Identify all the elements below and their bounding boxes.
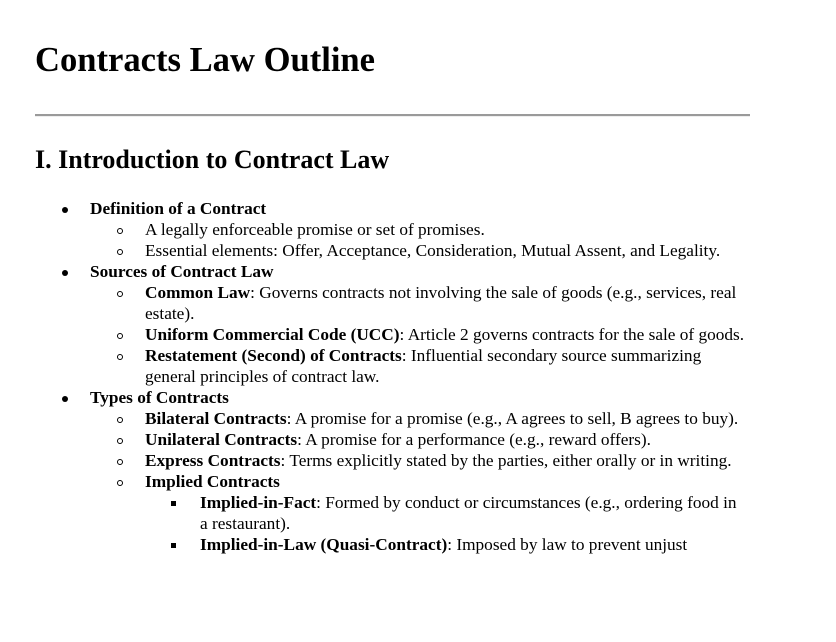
item-content [145,324,745,345]
list-item [90,429,751,450]
topic-label: Sources of Contract Law [90,262,274,281]
item-term: Implied-in-Law (Quasi-Contract) [200,535,448,554]
subitem-list [145,492,751,555]
list-item [145,492,751,534]
topic-item [35,198,751,261]
item-term: Bilateral Contracts [145,409,287,428]
item-content [145,429,745,450]
horizontal-divider [35,114,750,117]
list-item [90,240,751,261]
circle-bullet-icon [117,471,123,492]
circle-bullet-icon [117,324,123,345]
list-item [90,408,751,429]
item-term: Implied-in-Fact [200,493,317,512]
square-bullet-icon [171,534,176,555]
disc-bullet-icon [62,198,68,219]
circle-bullet-icon [117,408,123,429]
item-text: A legally enforceable promise or set of promises. [145,220,485,239]
circle-bullet-icon [117,429,123,450]
item-text: : Article 2 governs contracts for the sale of goods. [399,325,745,344]
item-text: : Governs contracts not involving the sale of goods (e.g., services, real estate). [145,283,737,323]
item-text: : Terms explicitly stated by the parties, either orally or in writing. [280,451,732,470]
item-content [145,282,745,324]
disc-bullet-icon [62,387,68,408]
list-item [90,471,751,555]
item-content [145,345,745,387]
subtopic-list [90,408,751,555]
topic-item [35,387,751,555]
item-term: Common Law [145,283,251,302]
item-text: : Formed by conduct or circumstances (e.g., ordering food in a restaurant). [200,493,737,533]
topic-label: Types of Contracts [90,388,229,407]
list-item [90,450,751,471]
circle-bullet-icon [117,450,123,471]
item-content [145,471,745,492]
item-text: : A promise for a promise (e.g., A agrees to sell, B agrees to buy). [286,409,739,428]
topic-list [35,198,751,555]
item-text: : Imposed by law to prevent unjust [447,535,688,554]
list-item [90,324,751,345]
item-term: Restatement (Second) of Contracts [145,346,402,365]
list-item [90,282,751,324]
square-bullet-icon [171,492,176,513]
item-content [200,534,745,555]
item-term: Unilateral Contracts [145,430,298,449]
item-term: Express Contracts [145,451,281,470]
topic-label: Definition of a Contract [90,199,267,218]
document-title: Contracts Law Outline [35,41,376,79]
item-text: : Influential secondary source summarizing general principles of contract law. [145,346,702,386]
disc-bullet-icon [62,261,68,282]
subtopic-list [90,282,751,387]
circle-bullet-icon [117,282,123,303]
item-content [145,450,745,471]
item-text: : A promise for a performance (e.g., reward offers). [297,430,651,449]
list-item [145,534,751,555]
circle-bullet-icon [117,240,123,261]
circle-bullet-icon [117,219,123,240]
item-term: Uniform Commercial Code (UCC) [145,325,400,344]
list-item [90,219,751,240]
topic-item [35,261,751,387]
circle-bullet-icon [117,345,123,366]
item-content [200,492,745,534]
subtopic-list [90,219,751,261]
item-term: Implied Contracts [145,472,280,491]
item-text: Essential elements: Offer, Acceptance, Consideration, Mutual Assent, and Legality. [145,241,721,260]
item-content [145,408,745,429]
list-item [90,345,751,387]
section-heading: I. Introduction to Contract Law [35,145,390,174]
